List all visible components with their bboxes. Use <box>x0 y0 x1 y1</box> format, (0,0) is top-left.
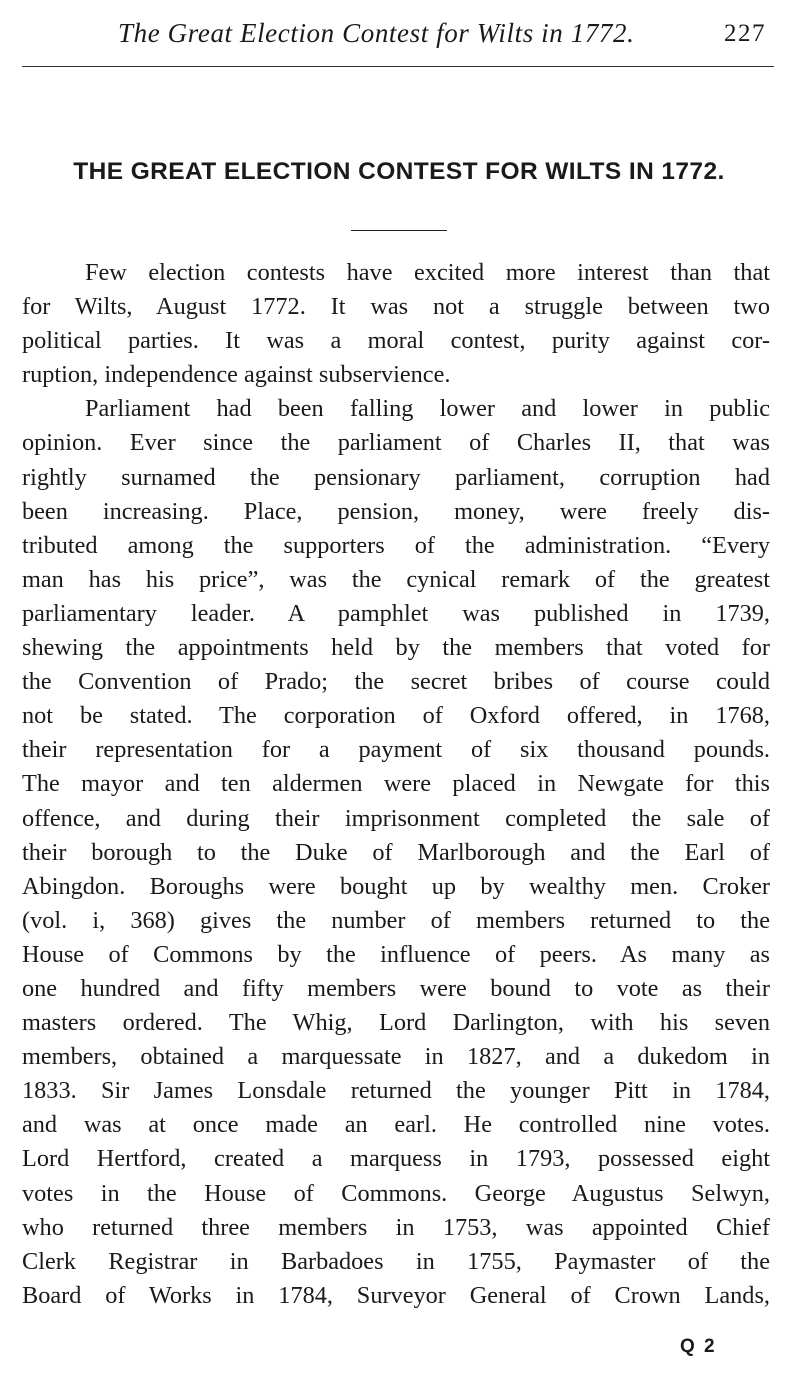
text-line: Lord Hertford, created a marquess in 1793, possessed eight <box>22 1145 770 1173</box>
paragraph-1 <box>22 256 770 392</box>
header-rule <box>22 66 774 67</box>
page-number: 227 <box>724 20 766 47</box>
text-line: offence, and during their imprisonment completed the sale of <box>22 804 770 832</box>
text-line: Clerk Registrar in Barbadoes in 1755, Paymaster of the <box>22 1247 770 1275</box>
text-line: Parliament had been falling lower and lower in public <box>85 395 770 423</box>
text-line: their borough to the Duke of Marlborough and the Earl of <box>22 838 770 866</box>
text-line: been increasing. Place, pension, money, were freely dis- <box>22 497 770 525</box>
text-line: 1833. Sir James Lonsdale returned the younger Pitt in 1784, <box>22 1077 770 1105</box>
text-line: shewing the appointments held by the members that voted for <box>22 634 770 662</box>
text-line: members, obtained a marquessate in 1827, and a dukedom in <box>22 1043 770 1071</box>
text-line: opinion. Ever since the parliament of Charles II, that was <box>22 429 770 457</box>
text-line: their representation for a payment of six thousand pounds. <box>22 736 770 764</box>
text-line: rightly surnamed the pensionary parliament, corruption had <box>22 463 770 491</box>
running-title: The Great Election Contest for Wilts in 1772. <box>118 18 635 48</box>
text-line: Board of Works in 1784, Surveyor General of Crown Lands, <box>22 1281 770 1309</box>
body-text <box>22 256 770 1313</box>
text-line: the Convention of Prado; the secret bribes of course could <box>22 668 770 696</box>
article-heading: THE GREAT ELECTION CONTEST FOR WILTS IN 1772. <box>73 158 725 185</box>
text-line: votes in the House of Commons. George Augustus Selwyn, <box>22 1179 770 1207</box>
text-line: (vol. i, 368) gives the number of members returned to the <box>22 906 770 934</box>
text-line: for Wilts, August 1772. It was not a struggle between two <box>22 293 770 321</box>
text-line: one hundred and fifty members were bound to vote as their <box>22 974 770 1002</box>
paragraph-2 <box>22 392 770 1313</box>
signature-mark: Q 2 <box>680 1336 717 1357</box>
text-line: Abingdon. Boroughs were bought up by wealthy men. Croker <box>22 872 770 900</box>
text-line: The mayor and ten aldermen were placed in Newgate for this <box>22 770 770 798</box>
text-line: tributed among the supporters of the administration. “Every <box>22 531 770 559</box>
text-line: ruption, independence against subservience. <box>22 361 451 389</box>
text-line: parliamentary leader. A pamphlet was published in 1739, <box>22 599 770 627</box>
text-line: masters ordered. The Whig, Lord Darlington, with his seven <box>22 1009 770 1037</box>
text-line: House of Commons by the influence of peers. As many as <box>22 940 770 968</box>
running-head <box>0 16 800 56</box>
text-line: political parties. It was a moral contest, purity against cor- <box>22 327 770 355</box>
text-line: not be stated. The corporation of Oxford offered, in 1768, <box>22 702 770 730</box>
heading-rule <box>351 230 447 231</box>
text-line: Few election contests have excited more interest than that <box>85 259 770 286</box>
text-line: who returned three members in 1753, was appointed Chief <box>22 1213 770 1241</box>
text-line: man has his price”, was the cynical remark of the greatest <box>22 565 770 593</box>
text-line: and was at once made an earl. He controlled nine votes. <box>22 1111 770 1139</box>
